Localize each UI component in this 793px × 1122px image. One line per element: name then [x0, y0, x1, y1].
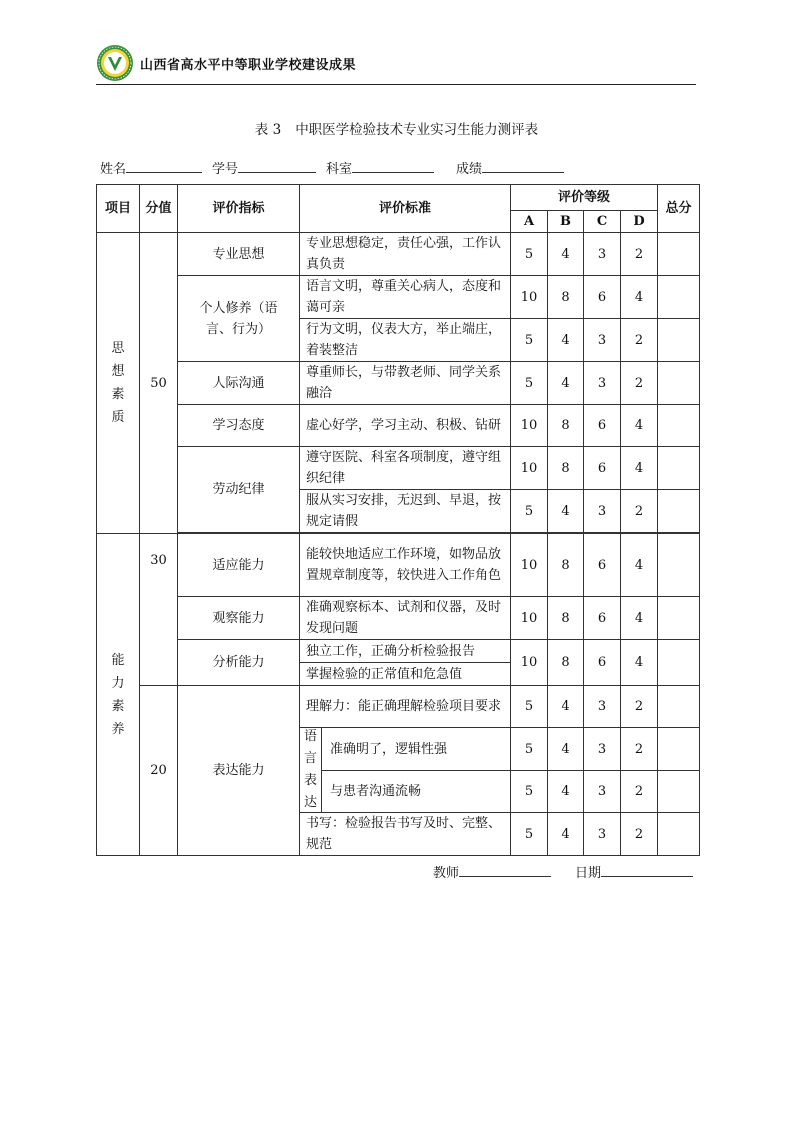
grade-cell: 5 — [511, 362, 548, 405]
id-field[interactable] — [238, 160, 316, 173]
grade-cell: 4 — [548, 362, 584, 405]
grade-cell: 10 — [511, 597, 548, 640]
name-field[interactable] — [126, 160, 202, 173]
grade-cell: 2 — [621, 686, 658, 728]
indicator-professional: 专业思想 — [178, 233, 300, 276]
grade-cell: 5 — [511, 233, 548, 276]
grade-cell: 2 — [621, 771, 658, 813]
total-cell[interactable] — [658, 686, 700, 728]
score-field[interactable] — [482, 160, 564, 173]
indicator-analysis: 分析能力 — [178, 640, 300, 686]
grade-cell: 4 — [548, 319, 584, 362]
grade-cell: 3 — [584, 771, 621, 813]
grade-cell: 3 — [584, 490, 621, 533]
header-divider — [96, 84, 696, 85]
header-indicator: 评价指标 — [178, 185, 300, 233]
grade-cell: 8 — [548, 597, 584, 640]
teacher-field[interactable] — [459, 864, 551, 877]
grade-cell: 4 — [621, 640, 658, 686]
total-cell[interactable] — [658, 813, 700, 856]
school-emblem-icon — [96, 44, 134, 82]
grade-cell: 10 — [511, 405, 548, 447]
standard-adapt: 能较快地适应工作环境，如物品放置规章制度等，较快进入工作角色 — [300, 534, 511, 597]
grade-a: A — [511, 211, 548, 233]
grade-cell: 4 — [548, 233, 584, 276]
document-title — [0, 118, 793, 138]
grade-cell: 2 — [621, 490, 658, 533]
name-label: 姓名 — [100, 162, 127, 177]
grade-cell: 3 — [584, 233, 621, 276]
evaluation-table — [96, 184, 700, 856]
grade-cell: 8 — [548, 405, 584, 447]
grade-cell: 5 — [511, 686, 548, 728]
score-label: 成绩 — [456, 162, 483, 177]
date-field[interactable] — [601, 864, 693, 877]
grade-cell: 4 — [548, 728, 584, 771]
language-expression-group — [300, 728, 511, 810]
score-ideology: 50 — [140, 233, 178, 534]
page-header — [96, 44, 696, 84]
grade-cell: 3 — [584, 686, 621, 728]
grade-cell: 10 — [511, 640, 548, 686]
grade-cell: 2 — [621, 728, 658, 771]
grade-cell: 4 — [548, 686, 584, 728]
grade-cell: 6 — [584, 640, 621, 686]
grade-cell: 10 — [511, 447, 548, 490]
grade-cell: 8 — [548, 640, 584, 686]
standard-professional: 专业思想稳定，责任心强，工作认真负责 — [300, 233, 511, 276]
total-cell[interactable] — [658, 771, 700, 813]
header-grade: 评价等级 — [511, 185, 658, 211]
grade-cell: 5 — [511, 490, 548, 533]
standard-language: 语言文明，尊重关心病人，态度和蔼可亲 — [300, 276, 511, 319]
grade-cell: 10 — [511, 276, 548, 319]
id-label: 学号 — [212, 162, 239, 177]
grade-cell: 3 — [584, 813, 621, 856]
grade-cell: 3 — [584, 319, 621, 362]
total-cell[interactable] — [658, 728, 700, 771]
title-text: 中职医学检验技术专业实习生能力测评表 — [295, 122, 539, 138]
standard-behavior: 行为文明，仪表大方，举止端庄，着装整洁 — [300, 319, 511, 362]
grade-cell: 4 — [621, 276, 658, 319]
grade-cell: 4 — [548, 813, 584, 856]
standard-clarity: 准确明了，逻辑性强 — [322, 728, 510, 771]
grade-cell: 6 — [584, 405, 621, 447]
grade-cell: 6 — [584, 534, 621, 597]
total-cell[interactable] — [658, 319, 700, 362]
standard-discipline-2: 服从实习安排，无迟到、早退，按规定请假 — [300, 490, 511, 533]
header-item: 项目 — [97, 185, 140, 233]
standard-discipline-1: 遵守医院、科室各项制度，遵守组织纪律 — [300, 447, 511, 490]
standard-writing: 书写：检验报告书写及时、完整、规范 — [300, 813, 511, 856]
grade-cell: 8 — [548, 276, 584, 319]
header-score: 分值 — [140, 185, 178, 233]
signature-line — [433, 862, 703, 881]
sub-language-label: 语言表达 — [300, 728, 322, 812]
grade-cell: 5 — [511, 728, 548, 771]
standard-understand: 理解力：能正确理解检验项目要求 — [300, 686, 511, 728]
grade-cell: 6 — [584, 276, 621, 319]
grade-cell: 5 — [511, 771, 548, 813]
grade-cell: 3 — [584, 728, 621, 771]
indicator-observe: 观察能力 — [178, 597, 300, 640]
grade-cell: 4 — [548, 490, 584, 533]
grade-cell: 2 — [621, 362, 658, 405]
grade-cell: 2 — [621, 233, 658, 276]
grade-c: C — [584, 211, 621, 233]
total-cell[interactable] — [658, 362, 700, 405]
standard-attitude: 虚心好学，学习主动、积极、钻研 — [300, 405, 511, 447]
standard-communication: 尊重师长，与带教老师、同学关系融洽 — [300, 362, 511, 405]
total-cell[interactable] — [658, 405, 700, 447]
score-ability-a: 30 — [140, 534, 178, 686]
grade-cell: 3 — [584, 362, 621, 405]
table-number: 表 3 — [254, 122, 282, 138]
indicator-adapt: 适应能力 — [178, 534, 300, 597]
grade-cell: 4 — [621, 405, 658, 447]
grade-cell: 8 — [548, 447, 584, 490]
dept-label: 科室 — [326, 162, 353, 177]
indicator-attitude: 学习态度 — [178, 405, 300, 447]
total-cell[interactable] — [658, 490, 700, 533]
header-standard: 评价标准 — [300, 185, 511, 233]
standard-analysis-1: 独立工作，正确分析检验报告 — [300, 640, 511, 663]
total-cell[interactable] — [658, 276, 700, 319]
grade-cell: 5 — [511, 319, 548, 362]
indicator-communication: 人际沟通 — [178, 362, 300, 405]
grade-cell: 10 — [511, 534, 548, 597]
total-cell[interactable] — [658, 447, 700, 490]
indicator-personal: 个人修养（语言、行为） — [178, 276, 300, 362]
score-ability-b: 20 — [140, 686, 178, 856]
header-total: 总分 — [658, 185, 700, 233]
student-info-line — [100, 158, 574, 177]
total-cell[interactable] — [658, 597, 700, 640]
grade-cell: 4 — [621, 534, 658, 597]
category-ability: 能力素养 — [97, 534, 140, 856]
grade-cell: 2 — [621, 319, 658, 362]
grade-cell: 2 — [621, 813, 658, 856]
date-label: 日期 — [575, 866, 602, 881]
total-cell[interactable] — [658, 534, 700, 597]
grade-cell: 8 — [548, 534, 584, 597]
grade-b: B — [548, 211, 584, 233]
grade-cell: 5 — [511, 813, 548, 856]
indicator-discipline: 劳动纪律 — [178, 447, 300, 533]
category-ideology: 思想素质 — [97, 233, 140, 534]
grade-cell: 4 — [621, 597, 658, 640]
standard-observe: 准确观察标本、试剂和仪器，及时发现问题 — [300, 597, 511, 640]
grade-d: D — [621, 211, 658, 233]
dept-field[interactable] — [352, 160, 434, 173]
grade-cell: 6 — [584, 597, 621, 640]
total-cell[interactable] — [658, 233, 700, 276]
standard-analysis-2: 掌握检验的正常值和危急值 — [300, 663, 511, 686]
grade-cell: 4 — [621, 447, 658, 490]
school-banner-title: 山西省高水平中等职业学校建设成果 — [140, 58, 357, 73]
indicator-expression: 表达能力 — [178, 686, 300, 856]
standard-patient-comm: 与患者沟通流畅 — [330, 784, 422, 799]
grade-cell: 6 — [584, 447, 621, 490]
teacher-label: 教师 — [433, 866, 460, 881]
grade-cell: 4 — [548, 771, 584, 813]
total-cell[interactable] — [658, 640, 700, 686]
